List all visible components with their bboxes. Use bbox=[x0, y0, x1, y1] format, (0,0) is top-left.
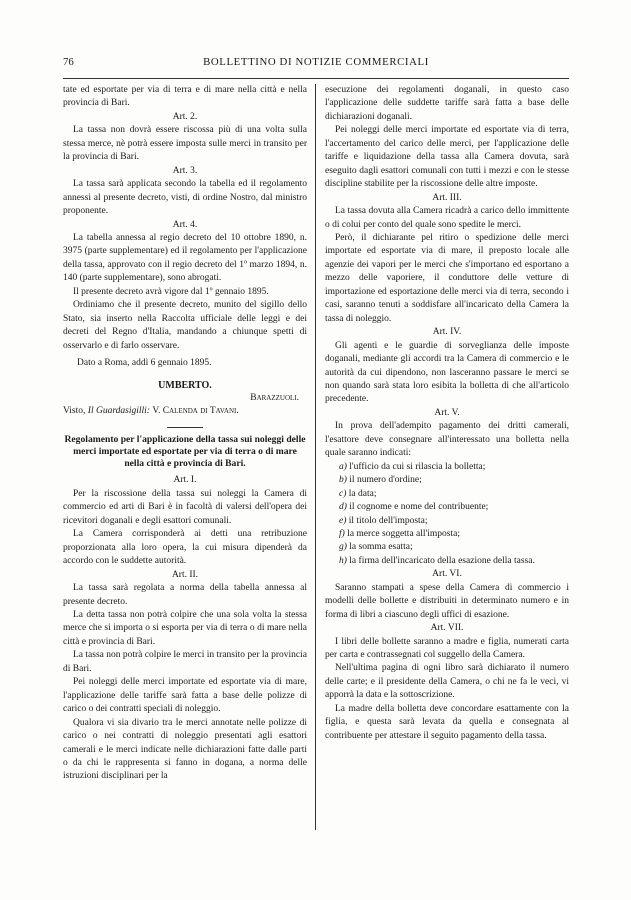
list-item-letter: g) bbox=[339, 542, 347, 553]
list-item-text: il cognome e nome del contribuente; bbox=[349, 502, 489, 513]
article-II-heading: Art. II. bbox=[171, 569, 199, 580]
section-divider bbox=[167, 427, 203, 428]
article-III-heading: Art. III. bbox=[432, 192, 462, 203]
visto-role: Il Guardasigilli: bbox=[87, 406, 150, 417]
article-VI-p1: Saranno stampati a spese della Camera di commercio i modelli delle bollette e distribuiti in determinato numero e in forma di libri a ciascuno degli uffici di esazione. bbox=[325, 582, 569, 620]
article-I-p2: La Camera corrisponderà ai detti una retribuzione proporzionata alla loro opera, la cui misura dipenderà da accordo con le suddette autorità. bbox=[63, 529, 307, 567]
article-II-p2: La detta tassa non potrà colpire che una sola volta la stessa merce che si importa o si esporta per via di terra o di mare nella città e provincia di Bari. bbox=[63, 610, 307, 647]
article-II-p1: La tassa sarà regolata a norma della tabella annessa al presente decreto. bbox=[63, 583, 307, 607]
list-item-letter: c) bbox=[339, 488, 347, 499]
paragraph-vigore: Il presente decreto avrà vigore dal 1º gennaio 1895. bbox=[73, 286, 269, 297]
article-VII-p1: I libri delle bollette saranno a madre e figlia, numerati carta per carta e contrassegnati col suggello della Camera. bbox=[325, 636, 569, 661]
article-3-heading: Art. 3. bbox=[172, 165, 198, 176]
article-I-p1: Per la riscossione della tassa sui noleggi la Camera di commercio ed arti di Bari è in facoltà di valersi dell'opera dei ricevitori doganali e degli esattori comunali. bbox=[63, 488, 307, 526]
page-number: 76 bbox=[63, 56, 74, 68]
article-4-text: La tabella annessa al regio decreto del 10 ottobre 1890, n. 3975 (parte supplementare) ed il regolamento per l'applicazione della tassa, approvato con il regio decreto del 1º marzo 1894, n. 140 (parte supplementare), sono abrogati. bbox=[63, 232, 307, 284]
paragraph-intro: tate ed esportate per via di terra e di mare nella città e nella provincia di Bari. bbox=[63, 85, 307, 109]
article-III-p2: Però, il dichiarante pel ritiro o spedizione delle merci importate ed esportate via di mare, il preposto locale alle agenzie dei vapori per le merci che s'importano ed esportano a mezzo delle vaporiere, il conduttore delle vetture di importazione ed esportazione delle merci via di terra, secondo i casi, saranno tenuti a soddisfare all'incaricato della Camera la tassa di noleggio. bbox=[325, 232, 569, 324]
list-item bbox=[325, 555, 569, 568]
list-item-text: la merce soggetta all'imposta; bbox=[347, 528, 460, 539]
article-IV-heading: Art. IV. bbox=[432, 327, 462, 338]
dated-line: Dato a Roma, addì 6 gennaio 1895. bbox=[77, 358, 212, 369]
list-item-letter: a) bbox=[339, 461, 347, 472]
signature-king: UMBERTO. bbox=[158, 379, 212, 391]
left-column bbox=[63, 84, 307, 784]
article-2-text: La tassa non dovrà essere riscossa più di una volta sulla stessa merce, nè potrà essere imposta sulle merci in transito per la provincia di Bari. bbox=[63, 125, 307, 163]
list-item-text: la somma esatta; bbox=[349, 542, 413, 553]
article-3-text: La tassa sarà applicata secondo la tabella ed il regolamento annessi al presente decreto, visti, di ordine Nostro, dal ministro proponente. bbox=[63, 179, 307, 217]
article-II-p5: Qualora vi sia divario tra le merci annotate nelle polizze di carico o nei contratti di noleggio presentati agli esattori camerali e le merci indicate nelle dichiarazioni fatte dalle parti o da chi le rappresenta si fanno in dogana, a norma delle istruzioni disciplinari per la bbox=[63, 717, 307, 782]
list-item-text: la firma dell'incaricato della esazione della tassa. bbox=[349, 555, 535, 566]
article-VII-p3: La madre della bolletta deve concordare esattamente con la figlia, e questa sarà levata da quella e consegnata al contribuente per attestare il seguito pagamento della tassa. bbox=[325, 703, 569, 741]
list-item-text: la data; bbox=[348, 488, 377, 499]
list-item bbox=[325, 528, 569, 541]
article-VII-p2: Nell'ultima pagina di ogni libro sarà dichiarato il numero delle carte; e il presidente della Camera, o chi ne fa le veci, vi apporrà la data e la sottoscrizione. bbox=[325, 663, 569, 701]
article-VII-heading: Art. VII. bbox=[430, 623, 464, 634]
article-III-p1: La tassa dovuta alla Camera ricadrà a carico dello immittente o di colui per conto del quale sono spedite le merci. bbox=[325, 206, 569, 230]
list-item bbox=[325, 461, 569, 474]
paragraph-terra: Pei noleggi delle merci importate ed esportate via di terra, l'accertamento del carico delle merci, per l'applicazione delle tariffe e liquidazione della tassa alla Camera dovuta, sarà eseguito dagli esattori comunali con tutti i mezzi e con le stesse discipline stabilite per la riscossione delle altre imposte. bbox=[325, 125, 569, 190]
paragraph-ordiniamo: Ordiniamo che il presente decreto, munito del sigillo dello Stato, sia inserto nella Raccolta ufficiale delle leggi e dei decreti del Regno d'Italia, mandando a chiunque spetti di osservarlo e di farlo osservare. bbox=[63, 300, 307, 351]
list-item-letter: d) bbox=[339, 502, 347, 513]
list-item-letter: f) bbox=[339, 528, 345, 539]
paragraph-continuation: esecuzione dei regolamenti doganali, in questo caso l'applicazione delle suddette tariffe sarà fatta a base delle dichiarazioni doganali. bbox=[325, 85, 569, 122]
article-2-heading: Art. 2. bbox=[172, 111, 198, 122]
list-item bbox=[325, 488, 569, 501]
article-4-heading: Art. 4. bbox=[172, 219, 198, 230]
visto-line bbox=[63, 405, 307, 418]
article-V-heading: Art. V. bbox=[434, 407, 460, 418]
list-item bbox=[325, 515, 569, 528]
signature-minister: Barazzuoli. bbox=[250, 392, 299, 403]
running-title: BOLLETTINO DI NOTIZIE COMMERCIALI bbox=[203, 56, 429, 68]
list-item-letter: h) bbox=[339, 555, 347, 566]
article-V-p1: In prova dell'adempito pagamento dei dritti camerali, l'esattore deve consegnare all'interessato una bolletta nella quale saranno indicati: bbox=[325, 421, 569, 459]
list-item-text: il titolo dell'imposta; bbox=[348, 515, 428, 526]
list-item-text: il numero d'ordine; bbox=[349, 475, 422, 486]
regolamento-title: Regolamento per l'applicazione della tassa sui noleggi delle merci importate ed esportate per via di terra o di mare nella città e provincia di Bari. bbox=[64, 433, 306, 470]
visto-prefix: Visto, bbox=[63, 406, 86, 417]
visto-name: V. Calenda di Tavani. bbox=[152, 406, 239, 417]
article-VI-heading: Art. VI. bbox=[432, 569, 462, 580]
header-rule bbox=[63, 78, 569, 79]
list-item-letter: e) bbox=[339, 515, 347, 526]
article-II-p3: La tassa non potrà colpire le merci in transito per la provincia di Bari. bbox=[63, 650, 307, 674]
list-item bbox=[325, 474, 569, 487]
article-V-list bbox=[325, 461, 569, 569]
list-item-letter: b) bbox=[339, 475, 347, 486]
article-I-heading: Art. I. bbox=[173, 475, 197, 486]
list-item bbox=[325, 501, 569, 514]
list-item-text: l'ufficio da cui si rilascia la bolletta; bbox=[349, 461, 486, 472]
page-header bbox=[63, 56, 569, 72]
column-divider bbox=[315, 84, 316, 830]
list-item bbox=[325, 541, 569, 554]
article-II-p4: Pei noleggi delle merci importate ed esportate via di mare, l'applicazione delle tariffe sarà fatta a base delle polizze di carico o dei contratti speciali di noleggio. bbox=[63, 677, 307, 715]
article-IV-p1: Gli agenti e le guardie di sorveglianza delle imposte doganali, mediante gli accordi tra la Camera di commercio e le autorità da cui dipendono, non lasceranno passare le merci se non quando sarà stata loro esibita la bolletta di che all'articolo precedente. bbox=[325, 340, 569, 405]
right-column bbox=[325, 84, 569, 743]
